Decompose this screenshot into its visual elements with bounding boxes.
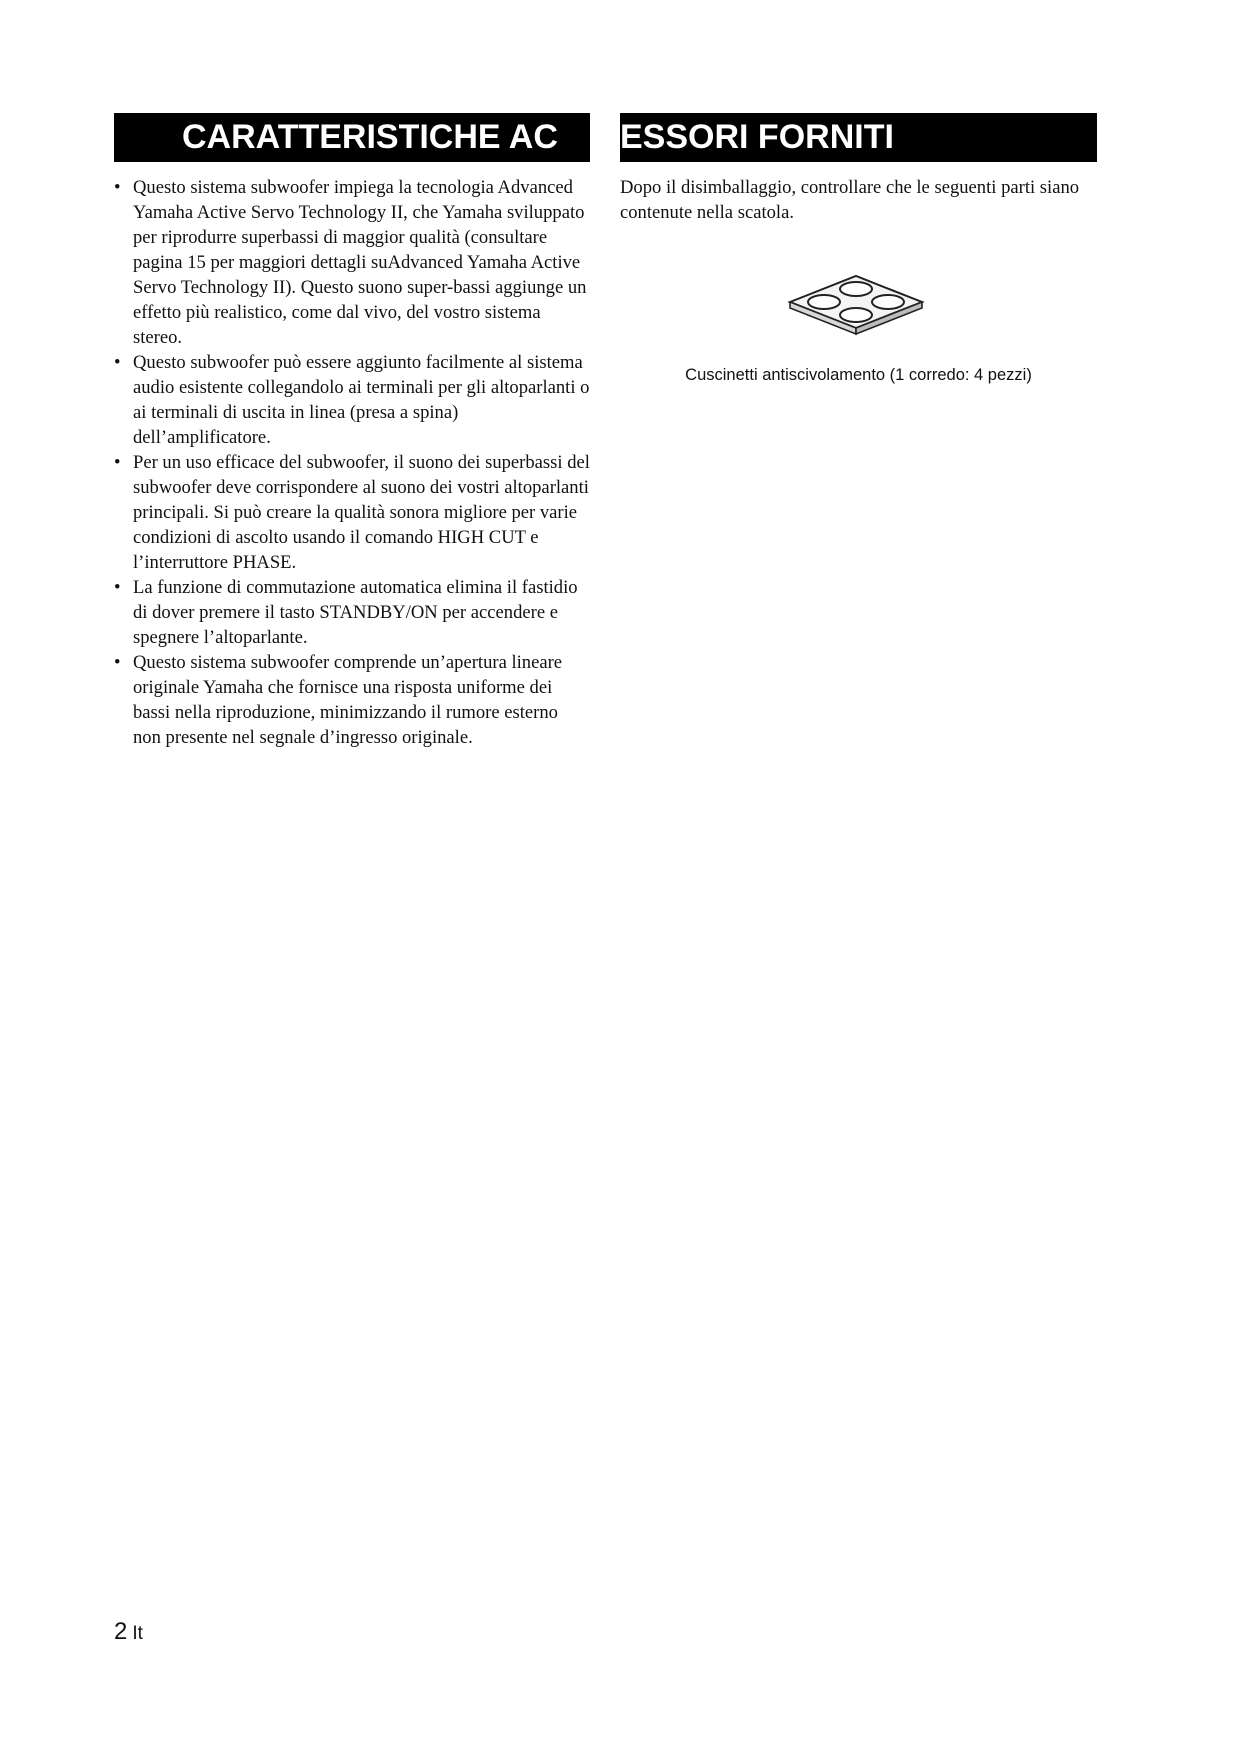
feature-item: • Questo subwoofer può essere aggiunto facilmente al sistema audio esistente collegandolo ai terminali per gli altoparlanti o ai terminali di uscita in linea (presa a spina) dell’amplificatore.	[114, 350, 590, 450]
accessories-intro: Dopo il disimballaggio, controllare che le seguenti parti siano contenute nella scatola.	[620, 177, 1080, 223]
feature-item: • Per un uso efficace del subwoofer, il suono dei superbassi del subwoofer deve corrispondere al suono dei vostri altoparlanti principali. Si può creare la qualità sonora migliore per varie condizioni di ascolto usando il comando HIGH CUT e l’interruttore PHASE.	[114, 450, 590, 575]
language-code: It	[132, 1623, 143, 1644]
section-header-features	[114, 113, 590, 162]
non-skid-pads-icon	[784, 270, 928, 342]
pad-figure-caption: Cuscinetti antiscivolamento (1 corredo: 4 pezzi)	[685, 366, 1032, 384]
feature-item: • Questo sistema subwoofer impiega la tecnologia Advanced Yamaha Active Servo Technology II, che Yamaha sviluppato per riprodurre superbassi di maggior qualità (consultare pagina 15 per maggiori dettagli suAdvanced Yamaha Active Servo Technology II). Questo suono super-bassi aggiunge un effetto più realistico, come dal vivo, del vostro sistema stereo.	[114, 175, 590, 350]
section-title-accessories: ESSORI FORNITI	[620, 118, 894, 156]
accessories-column	[620, 175, 1100, 225]
features-column	[114, 175, 590, 750]
section-title-features: CARATTERISTICHE AC	[182, 118, 558, 156]
section-header-accessories	[620, 113, 1097, 162]
features-list	[114, 175, 590, 750]
feature-item: • La funzione di commutazione automatica elimina il fastidio di dover premere il tasto STANDBY/ON per accendere e spegnere l’altoparlante.	[114, 575, 590, 650]
page-number: 2	[114, 1618, 128, 1645]
feature-item: • Questo sistema subwoofer comprende un’apertura lineare originale Yamaha che fornisce una risposta uniforme dei bassi nella riproduzione, minimizzando il rumore esterno non presente nel segnale d’ingresso originale.	[114, 650, 590, 750]
page-footer	[114, 1618, 143, 1646]
